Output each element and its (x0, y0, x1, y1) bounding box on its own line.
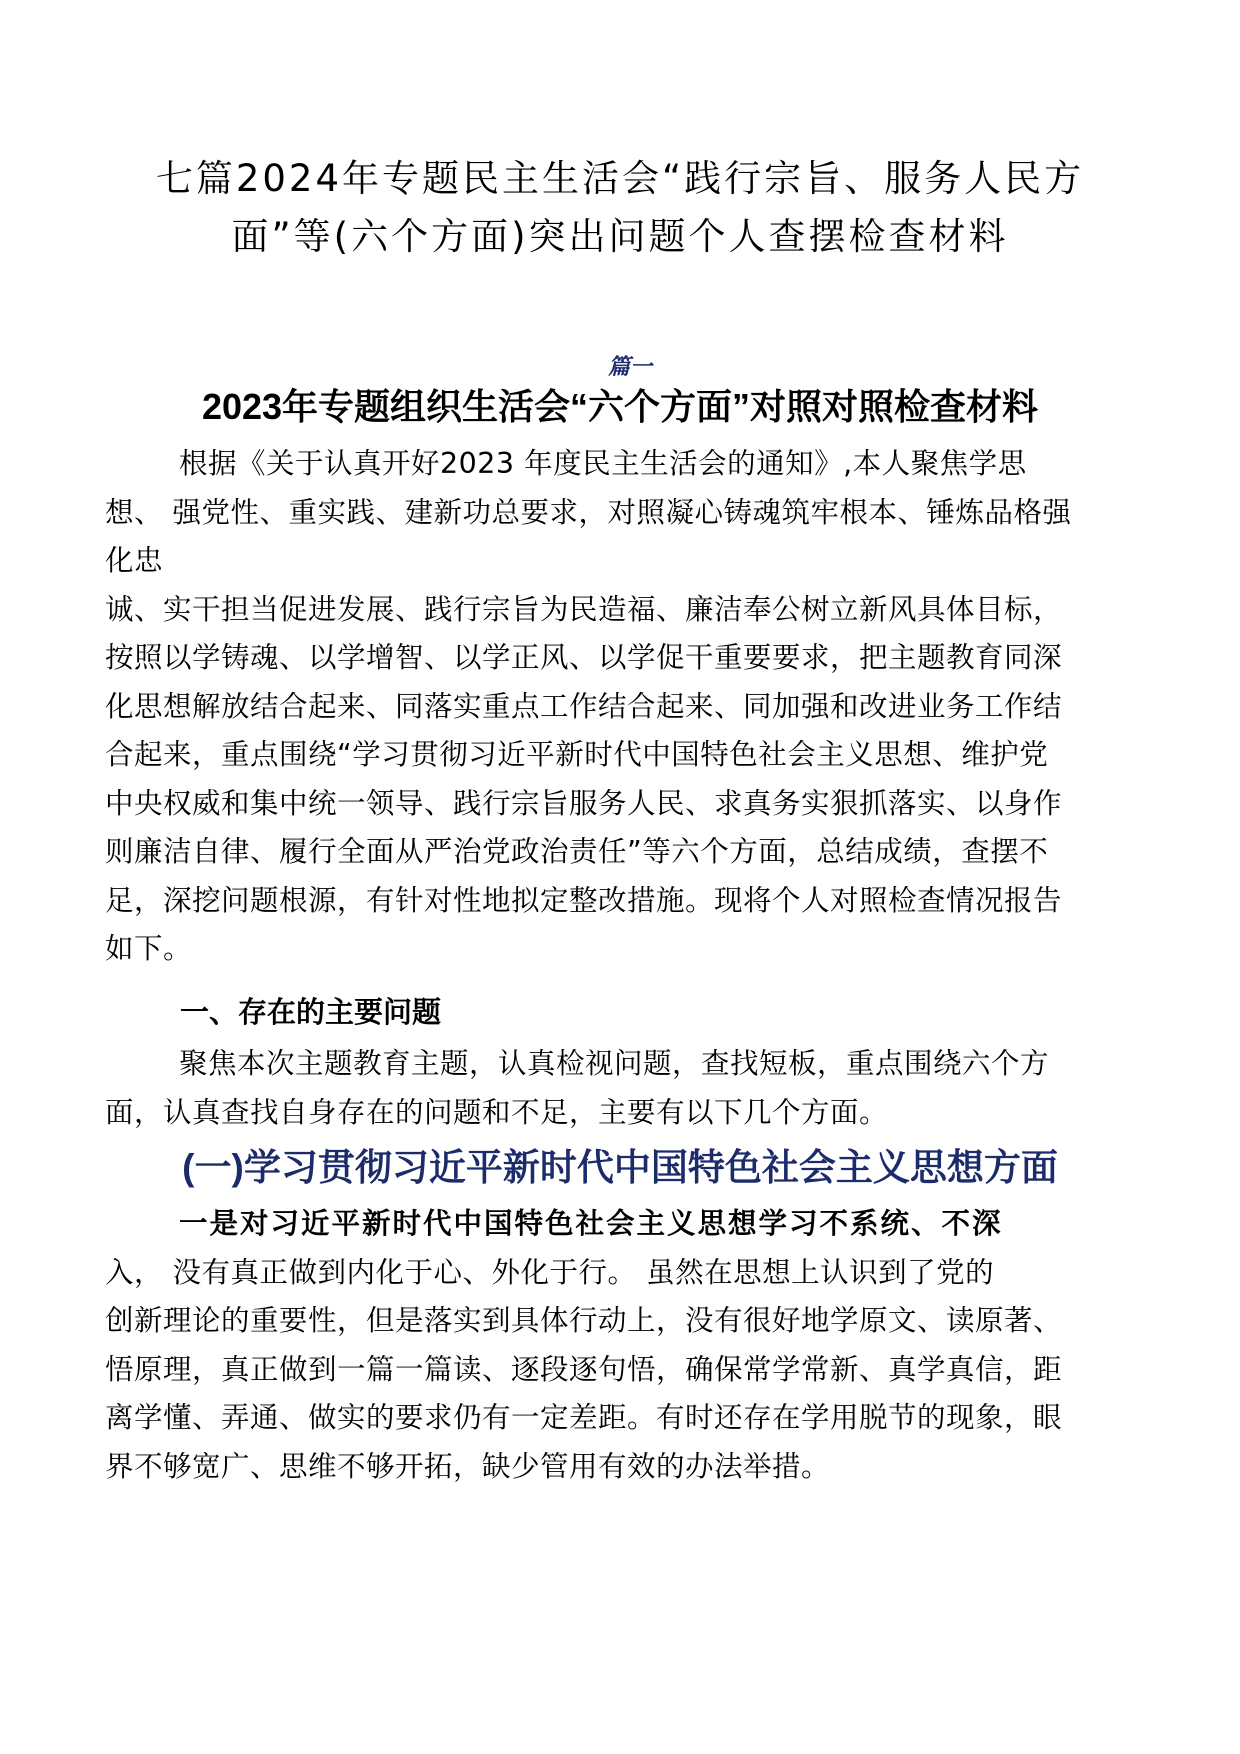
intro-line: 则廉洁自律、履行全面从严治党政治责任”等六个方面，总结成绩，查摆不 (105, 835, 1049, 868)
intro-paragraph (105, 440, 1140, 974)
paragraph-line: 入， 没有真正做到内化于心、外化于行。 虽然在思想上认识到了党的 (105, 1255, 995, 1289)
paragraph-lead-bold: 一是对习近平新时代中国特色社会主义思想学习不系统、不深 (179, 1207, 1003, 1240)
intro-line: 中央权威和集中统一领导、践行宗旨服务人民、求真务实狠抓落实、以身作 (105, 786, 1063, 820)
problems-intro-paragraph (105, 1040, 1140, 1137)
paragraph-line: 创新理论的重要性，但是落实到具体行动上，没有很好地学原文、读原著、 (105, 1304, 1063, 1337)
intro-line: 根据《关于认真开好2023 年度民主生活会的通知》,本人聚焦学思 (179, 447, 1027, 480)
intro-line: 如下。 (105, 932, 193, 965)
section-heading-main-problems: 一、存在的主要问题 (180, 995, 442, 1029)
document-title-line-2: 面”等(六个方面)突出问题个人查摆检查材料 (231, 215, 1009, 258)
intro-line: 足，深挖问题根源，有针对性地拟定整改措施。现将个人对照检查情况报告 (105, 883, 1063, 917)
paragraph-line: 界不够宽广、思维不够开拓，缺少管用有效的办法举措。 (105, 1449, 831, 1483)
document-subtitle: 2023年专题组织生活会“六个方面”对照对照检查材料 (201, 386, 1039, 427)
document-title-line-1: 七篇2024年专题民主生活会“践行宗旨、服务人民方 (155, 157, 1085, 200)
document-title (100, 150, 1140, 266)
intro-line: 化忠 (105, 544, 164, 577)
intro-line: 诚、实干担当促进发展、践行宗旨为民造福、廉洁奉公树立新风具体目标， (105, 592, 1063, 626)
chapter-label: 篇一 (607, 354, 652, 380)
paragraph-line: 面，认真查找自身存在的问题和不足，主要有以下几个方面。 (105, 1095, 889, 1129)
intro-line: 合起来，重点围绕“学习贯彻习近平新时代中国特色社会主义思想、维护党 (105, 738, 1049, 771)
intro-line: 想、 强党性、重实践、建新功总要求，对照凝心铸魂筑牢根本、锤炼品格强 (105, 495, 1072, 529)
paragraph-line: 离学懂、弄通、做实的要求仍有一定差距。有时还存在学用脱节的现象，眼 (105, 1401, 1063, 1434)
intro-line: 化思想解放结合起来、同落实重点工作结合起来、同加强和改进业务工作结 (105, 689, 1063, 723)
paragraph-line: 悟原理，真正做到一篇一篇读、逐段逐句悟，确保常学常新、真学真信，距 (105, 1352, 1063, 1386)
intro-line: 按照以学铸魂、以学增智、以学正风、以学促干重要要求，把主题教育同深 (105, 641, 1063, 674)
subsection-heading: (一)学习贯彻习近平新时代中国特色社会主义思想方面 (182, 1147, 1058, 1188)
study-paragraph (105, 1200, 1140, 1491)
paragraph-line: 聚焦本次主题教育主题，认真检视问题，查找短板，重点围绕六个方 (179, 1047, 1050, 1080)
